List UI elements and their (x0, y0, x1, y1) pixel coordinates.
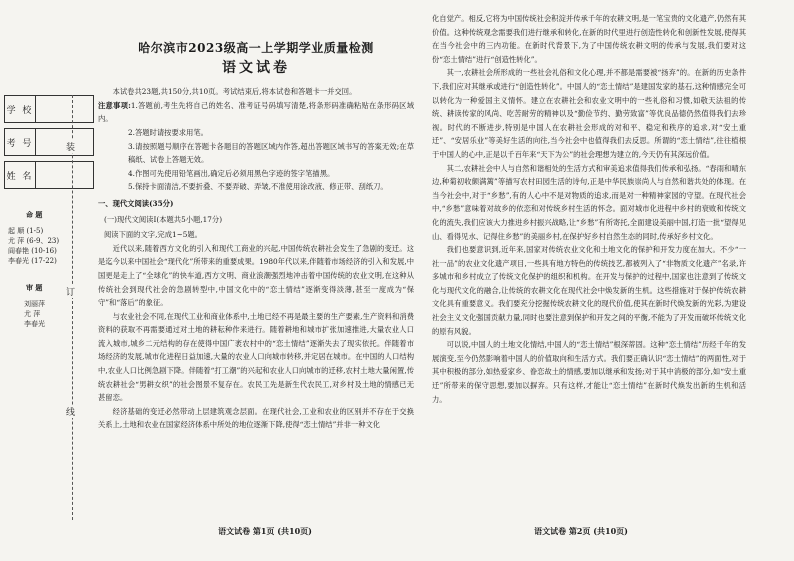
propositions-title: 命 题 (26, 210, 43, 219)
school-input-cell[interactable] (36, 96, 93, 122)
passage-paragraph-8: 可以说,中国人的土地文化情结,中国人的“恋土情结”根深蒂固。这种“恋土情结”历经千年的发展演变,至今仍然影响着中国人的价值取向和生活方式。我们要正确认识“恋土情结”的两面性,对于其中积极的部分,如热爱家乡、眷恋故土的情感,要加以继承和发扬;对于其中消极的部分,如“安土重迁”所带来的保守思想,要加以摒弃。只有这样,才能让“恋土情结”在新时代焕发出新的生机和活力。 (432, 340, 746, 404)
exam-number-input-cell[interactable] (36, 129, 93, 155)
passage-paragraph-5: 其一,农耕社会所形成的一些社会礼俗和文化心理,并不都是需要被“扬弃”的。在新的历史条件下,我们应对其继承或进行“创造性转化”。中国人的“恋土情结”是建国发家的基石,这种情感完全可以转化为一种爱国主义情怀。建立在农耕社会和农业文明中的一些礼俗和习惯,如敬天法祖的传统、耕读传家的风尚、吃苦耐劳的精神以及“勤俭节约、勤劳致富”等优良品德仍然值得我们去珍视。时代的不断进步,特别是中国人在农耕社会形成的对和平、稳定和秩序的追求,对“安土重迁”、“安居乐业”等美好生活的向往,当今社会中也值得我们去反思。所谓的“恋土情结”,往往植根于中国人的心中,正是以千百年来“天下为公”的社会理想为建立的,今天仍有其深远价值。 (432, 68, 746, 159)
proposer-4: 李春光 (17-22) (8, 257, 57, 265)
cut-char-zhuang: 装 (66, 140, 75, 153)
page-two-footer: 语文试卷 第2页 (共10页) (534, 526, 628, 536)
passage-paragraph-6: 其二,农耕社会中人与自然和谐相处的生活方式和审美追求值得我们传承和弘扬。“春雨和晴东边,种菊初收颇满篱”等描写农村田园生活的诗句,正是中华民族崇尚人与自然和谐共处的体现。在当今社会中,对于“乡愁”,有的人心中不是对物质的追求,而是对一种精神家园的守望。在现代社会中,“乡愁”意味着对故乡的依恋和对传统乡村生活的怀念。面对城市化进程中乡村的衰败和传统文化的流失,我们应该大力推进乡村振兴战略,让“乡愁”有所寄托,全面建设美丽中国,打造一批“望得见山、看得见水、记得住乡愁”的美丽乡村,在保护好乡村自然生态的同时,传承好乡村文化。 (432, 163, 746, 241)
exam-intro: 本试卷共23题,共150分,共10页。考试结束后,将本试卷和答题卡一并交回。 (112, 87, 357, 97)
propositions-block (8, 210, 59, 266)
note-2: 2.答题时请按要求用笔。 (128, 127, 208, 137)
passage-paragraph-7: 我们也要意识到,近年来,国家对传统农业文化和土地文化的保护和开发力度在加大。不少“一社一品”的农业文化遗产项目,一些具有地方特色的传统技艺,都被列入了“非物质文化遗产”名录,许多城市和乡村成立了传统文化保护的组织和机构。在开发与保护的过程中,国家也注意到了传统文化与现代文化的融合,让传统的农耕文化在现代社会中焕发新的生机。这些措施对于保护传统农耕文化具有重要意义。我们要充分挖掘传统农耕文化的现代价值,使其在新时代焕发新的光彩,为建设社会主义文化强国贡献力量,同时也要注意到保护和开发之间的平衡,不能为了开发而破坏传统文化的原有风貌。 (432, 245, 746, 336)
section-one-heading: 一、现代文阅读(35分) (98, 198, 174, 208)
note-3: 3.请按照题号顺序在答题卡各题目的答题区域内作答,超出答题区域书写的答案无效;在草稿纸、试卷上答题无效。 (128, 141, 414, 165)
cut-char-xian: 线 (66, 405, 75, 418)
notes-label: 注意事项: (98, 100, 131, 110)
review-title: 审 题 (26, 283, 43, 292)
exam-title: 哈尔滨市2023级高一上学期学业质量检测 (138, 41, 374, 55)
note-1: 1.答题前,考生先将自己的姓名、准考证号码填写清楚,将条形码准确粘贴在条形码区域内。 (98, 100, 414, 124)
exam-number-field-box[interactable] (4, 128, 94, 156)
proposer-3: 阎春艳 (10-16) (8, 247, 57, 255)
note-5: 5.保持卡面清洁,不要折叠、不要弄破、弄皱,不准使用涂改液、修正带、刮纸刀。 (128, 182, 388, 192)
proposer-1: 起 顺 (1-5) (8, 227, 44, 235)
name-label: 姓 名 (5, 162, 36, 188)
page-one (98, 12, 414, 432)
cut-char-ding: 订 (66, 285, 75, 298)
reviewer-2: 尤 萍 (24, 310, 41, 318)
name-input-cell[interactable] (36, 162, 93, 188)
name-field-box[interactable] (4, 161, 94, 189)
passage-paragraph-4: 化自觉产。相反,它将为中国传统社会积淀并传承千年的农耕文明,是一笔宝贵的文化遗产,仍然有其价值。这种传统观念需要我们进行继承和转化,在新的时代里进行创造性转化和创新性发展,使得其在当今社会中的三内功能。在新时代背景下,为了中国传统农耕文明的传承与发展,我们要对这份“恋土情结”进行“创造性转化”。 (432, 14, 746, 64)
section-one-instruction: 阅读下面的文字,完成1~5题。 (104, 230, 202, 240)
school-label: 学 校 (5, 96, 36, 122)
reviewers-block (8, 283, 45, 329)
passage-paragraph-2: 与农业社会不同,在现代工业和商业体系中,土地已经不再是最主要的生产要素,生产资料和消费资料的获取不再需要通过对土地的耕耘种作来进行。随着耕地和城市扩张加速推进,大量农业人口流入城市,城乡二元结构的存在使得中国广袤农村中的“恋土情结”逐渐失去了现实依托。伴随着市场经济的发展,城市化进程日益加速,大量的农业人口向城市转移,并定居在城市。在中国的人口结构中,农业人口比例急剧下降。伴随着“打工潮”的兴起和农业人口向城市的迁移,农村土地大量闲置,传统农耕社会“男耕女织”的社会图景不复存在。农民工先是新生代农民工,对乡村及土地的情感已无甚留恋。 (98, 311, 414, 403)
section-one-sub: (一)现代文阅读Ⅰ(本题共5小题,17分) (104, 214, 223, 224)
school-field-box[interactable] (4, 95, 94, 123)
page-two (432, 12, 746, 406)
exam-number-label: 考 号 (5, 129, 36, 155)
page-one-footer: 语文试卷 第1页 (共10页) (218, 526, 312, 536)
binding-cut-line (72, 95, 73, 520)
passage-paragraph-1: 近代以来,随着西方文化的引入和现代工商业的兴起,中国传统农耕社会发生了急剧的变迁。这是迄今以来中国社会“现代化”所带来的重要成果。1980年代以来,伴随着市场经济的引入和发展,中国更是走上了“全球化”的快车道,西方文明、商业浪潮强烈地冲击着中国传统的农业文明,在这种从传统社会到现代社会的急剧转型中,中国文化中的“恋土情结”逐渐变得淡薄,甚至一度成为“保守”和“落后”的象征。 (98, 243, 414, 308)
notes-first-line (98, 99, 414, 126)
reviewer-1: 刘丽萍 (24, 300, 45, 308)
note-4: 4.作图可先使用铅笔画出,确定后必须用黑色字迹的签字笔描黑。 (128, 168, 335, 178)
passage-paragraph-3: 经济基础的变迁必然带动上层建筑观念层面。在现代社会,工业和农业的区别并不存在于交换关系上,土地和农业在国家经济体系中所处的地位逐渐下降,使得“恋土情结”并非一种文化 (98, 406, 414, 430)
binding-column (0, 0, 98, 561)
paper-title: 语文试卷 (222, 59, 290, 76)
reviewer-3: 李春光 (24, 320, 45, 328)
proposer-2: 尤 萍 (6-9、23) (8, 237, 60, 245)
